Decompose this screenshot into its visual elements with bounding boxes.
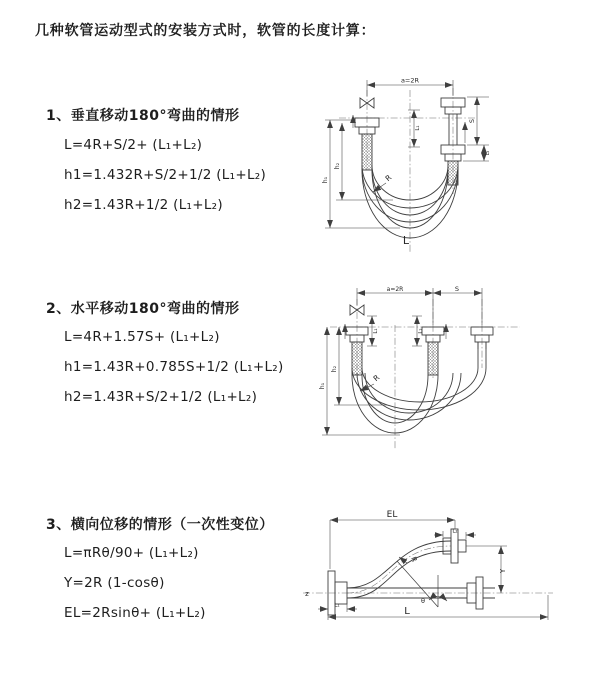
page-title: 几种软管运动型式的安装方式时，软管的长度计算： xyxy=(35,23,376,39)
dim-label-a2r: a=2R xyxy=(400,76,420,85)
dim-label-l2: L₂ xyxy=(452,528,458,535)
dim-label-l2: L₂ xyxy=(418,328,424,334)
dim-label-l1: L₁ xyxy=(415,125,421,131)
dim-label-theta: θ xyxy=(421,597,425,605)
dim-label-h2: h₂ xyxy=(331,365,338,373)
section-2-heading: 2、水平移动180°弯曲的情形 xyxy=(46,301,240,317)
dim-label-h1: h₁ xyxy=(319,382,326,390)
hose-curves xyxy=(362,165,458,238)
section-3-heading: 3、横向位移的情形（一次性变位） xyxy=(46,517,274,533)
section-3-formula-3: EL=2Rsinθ+ (L₁+L₂) xyxy=(64,605,206,621)
dim-label-l: L xyxy=(404,606,410,617)
diagram-horizontal-bend xyxy=(315,283,595,458)
dim-label-y: Y xyxy=(499,568,507,574)
section-1-heading: 1、垂直移动180°弯曲的情形 xyxy=(46,108,240,124)
dim-label-l1: L₁ xyxy=(334,602,340,609)
centerlines xyxy=(303,546,553,593)
dim-label-h1: h₁ xyxy=(322,176,329,184)
dim-label-s: S xyxy=(454,285,460,293)
dim-label-s: S xyxy=(468,118,476,124)
dim-label-l2: L₂ xyxy=(485,150,491,156)
dim-label-el: EL xyxy=(386,510,398,520)
section-2-formula-1: L=4R+1.57S+ (L₁+L₂) xyxy=(64,329,220,345)
displaced-hose xyxy=(347,541,451,598)
diagram-lateral-displacement xyxy=(295,505,595,645)
dim-label-l1: L₁ xyxy=(373,328,379,334)
section-1-formula-3: h2=1.43R+1/2 (L₁+L₂) xyxy=(64,197,223,213)
section-3-formula-1: L=πRθ/90+ (L₁+L₂) xyxy=(64,545,199,561)
section-2-formula-2: h1=1.43R+0.785S+1/2 (L₁+L₂) xyxy=(64,359,284,375)
dimension-lines xyxy=(318,520,548,620)
angle-construction xyxy=(397,561,438,607)
section-1-formula-2: h1=1.432R+S/2+1/2 (L₁+L₂) xyxy=(64,167,267,183)
dim-label-l: L xyxy=(402,234,410,247)
section-2-formula-3: h2=1.43R+S/2+1/2 (L₁+L₂) xyxy=(64,389,258,405)
dim-label-r: R xyxy=(371,372,382,384)
dim-label-h2: h₂ xyxy=(334,162,341,170)
datum-label-z: z xyxy=(305,590,309,598)
dim-label-a2r: a=2R xyxy=(386,286,404,293)
hose-curves xyxy=(352,342,486,433)
section-1-formula-1: L=4R+S/2+ (L₁+L₂) xyxy=(64,137,203,153)
dim-label-r: R xyxy=(383,172,394,184)
diagram-vertical-bend xyxy=(315,70,585,260)
section-3-formula-2: Y=2R (1-cosθ) xyxy=(64,575,165,591)
dim-label-r: R xyxy=(409,555,419,563)
